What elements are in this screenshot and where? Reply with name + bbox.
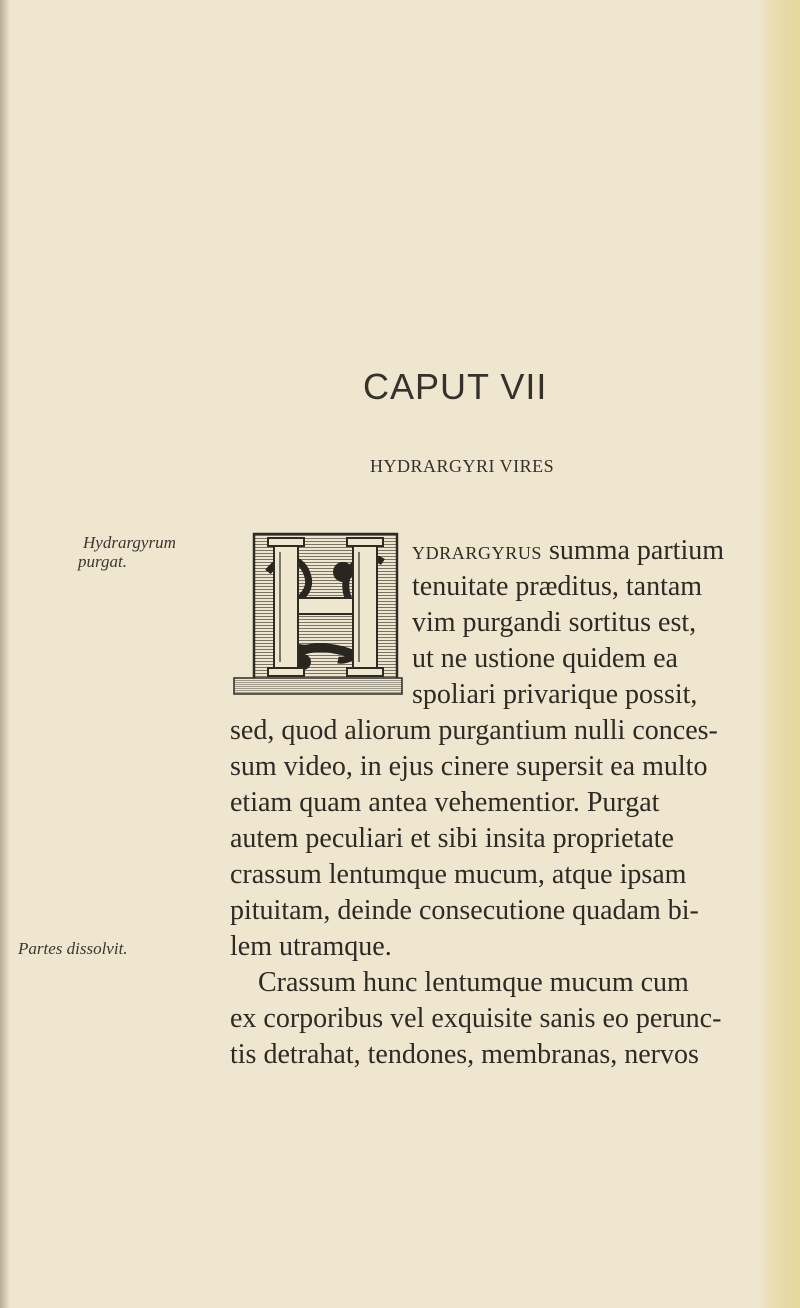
text-line-12: lem utramque. [230,931,392,962]
text-line-5: spoliari privarique possit, [412,679,698,710]
text-line-13: Crassum hunc lentumque mucum cum [258,967,689,998]
marginal-note-partes [18,940,128,957]
marginal-note-hydrargyrum [78,533,176,571]
page-edge-right [758,0,800,1308]
text-line-6: sed, quod aliorum purgantium nulli conces- [230,715,718,746]
first-line-rest: summa partium [542,535,725,566]
drop-cap-h-ornament [228,532,403,700]
text-line-3: vim purgandi sortitus est, [412,607,697,638]
text-line-1 [412,535,724,569]
chapter-title: CAPUT VII [363,366,548,407]
marginal-note-line: Hydrargyrum [83,533,176,552]
chapter-subtitle: HYDRARGYRI VIRES [370,456,555,476]
text-line-15: tis detrahat, tendones, membranas, nervos [230,1039,699,1070]
text-line-8: etiam quam antea vehementior. Purgat [230,787,660,818]
first-word-smallcaps: YDRARGYRUS [412,543,543,563]
page-edge-left [0,0,10,1308]
text-line-14: ex corporibus vel exquisite sanis eo perunc- [230,1003,722,1034]
text-line-2: tenuitate præditus, tantam [412,571,703,602]
marginal-note-line: purgat. [78,552,127,571]
text-line-4: ut ne ustione quidem ea [412,643,678,674]
text-line-9: autem peculiari et sibi insita proprietate [230,823,674,854]
marginal-note-line: Partes dissolvit. [18,939,128,958]
text-line-7: sum video, in ejus cinere supersit ea multo [230,751,708,782]
text-line-10: crassum lentumque mucum, atque ipsam [230,859,687,890]
text-line-11: pituitam, deinde consecutione quadam bi- [230,895,699,926]
